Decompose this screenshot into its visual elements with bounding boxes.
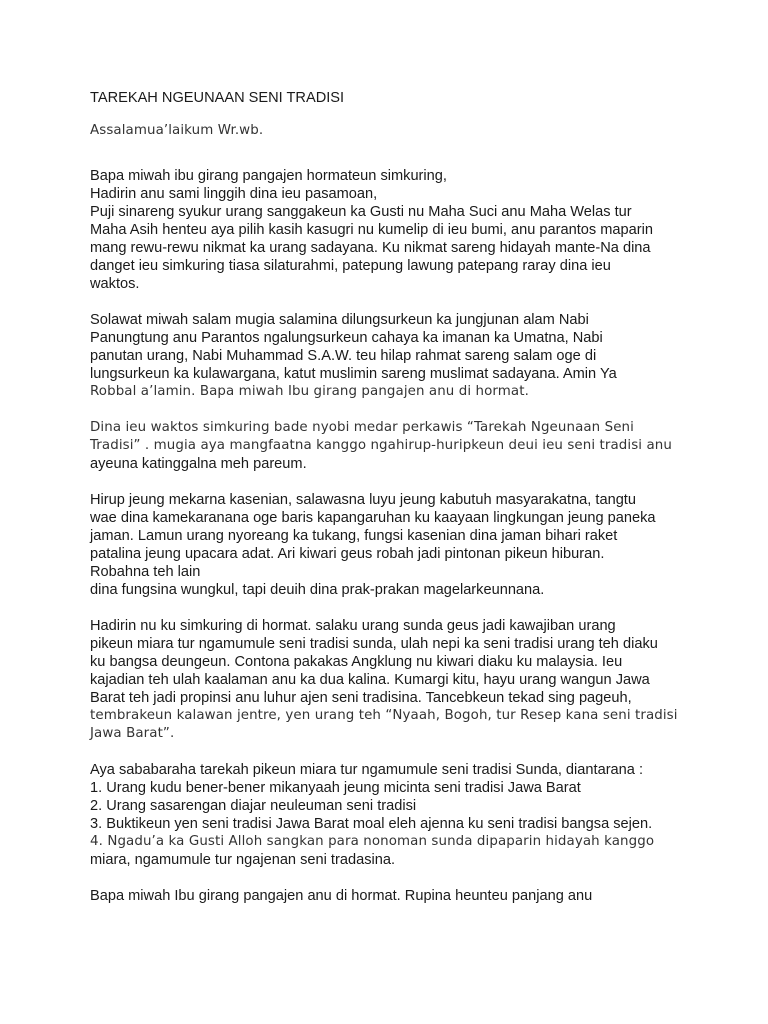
text-line: panutan urang, Nabi Muhammad S.A.W. teu hilap rahmat sareng salam oge di: [90, 348, 597, 364]
paragraphs: [90, 167, 680, 905]
paragraph: [90, 419, 680, 473]
text-line: Dina ieu waktos simkuring bade nyobi medar perkawis “Tarekah Ngeunaan Seni: [90, 420, 634, 435]
text-line: lungsurkeun ka kulawargana, katut muslimin sareng muslimat sadayana. Amin Ya: [90, 366, 617, 382]
text-line: Puji sinareng syukur urang sanggakeun ka Gusti nu Maha Suci anu Maha Welas tur: [90, 204, 632, 220]
paragraph-gap: [90, 743, 680, 761]
paragraph: [90, 491, 680, 599]
paragraph-gap: [90, 599, 680, 617]
paragraph: [90, 617, 680, 743]
text-line: waktos.: [90, 276, 140, 292]
text-line: 1. Urang kudu bener-bener mikanyaah jeung micinta seni tradisi Jawa Barat: [90, 780, 581, 796]
text-line: mang rewu-rewu nikmat ka urang sadayana. Ku nikmat sareng hidayah mante-Na dina: [90, 240, 651, 256]
paragraph-gap: [90, 293, 680, 311]
text-line: Maha Asih henteu aya pilih kasih kasugri nu kumelip di ieu bumi, anu parantos maparin: [90, 222, 653, 238]
text-line: patalina jeung upacara adat. Ari kiwari geus robah jadi pintonan pikeun hiburan.: [90, 546, 605, 562]
text-line: Aya sababaraha tarekah pikeun miara tur ngamumule seni tradisi Sunda, diantarana :: [90, 762, 644, 778]
text-line: ku bangsa deungeun. Contona pakakas Angklung nu kiwari diaku ku malaysia. Ieu: [90, 654, 623, 670]
text-line: 3. Buktikeun yen seni tradisi Jawa Barat moal eleh ajenna ku seni tradisi bangsa sejen.: [90, 816, 653, 832]
paragraph: [90, 887, 680, 905]
text-line: Robahna teh lain: [90, 564, 201, 580]
text-line: wae dina kamekaranana oge baris kapangaruhan ku kaayaan lingkungan jeung paneka: [90, 510, 656, 526]
text-line: Panungtung anu Parantos ngalungsurkeun cahaya ka imanan ka Umatna, Nabi: [90, 330, 603, 346]
text-line: Bapa miwah Ibu girang pangajen anu di hormat. Rupina heunteu panjang anu: [90, 888, 593, 904]
text-line: Jawa Barat”.: [90, 726, 175, 741]
text-line: dina fungsina wungkul, tapi deuih dina prak-prakan magelarkeunnana.: [90, 582, 545, 598]
text-line: Hirup jeung mekarna kasenian, salawasna luyu jeung kabutuh masyarakatna, tangtu: [90, 492, 636, 508]
text-line: 4. Ngadu’a ka Gusti Alloh sangkan para nonoman sunda dipaparin hidayah kanggo: [90, 834, 655, 849]
text-line: Hadirin nu ku simkuring di hormat. salaku urang sunda geus jadi kawajiban urang: [90, 618, 616, 634]
greeting: Assalamua’laikum Wr.wb.: [90, 123, 264, 138]
paragraph-gap: [90, 869, 680, 887]
text-line: kajadian teh ulah kaalaman anu ka dua kalina. Kumargi kitu, hayu urang wangun Jawa: [90, 672, 650, 688]
text-line: Robbal a’lamin. Bapa miwah Ibu girang pangajen anu di hormat.: [90, 384, 529, 399]
text-line: tembrakeun kalawan jentre, yen urang teh “Nyaah, Bogoh, tur Resep kana seni tradisi: [90, 708, 678, 723]
text-line: Barat teh jadi propinsi anu luhur ajen seni tradisina. Tancebkeun tekad sing pageuh,: [90, 690, 632, 706]
text-line: Hadirin anu sami linggih dina ieu pasamoan,: [90, 186, 378, 202]
document-body: [90, 89, 680, 905]
text-line: danget ieu simkuring tiasa silaturahmi, patepung lawung patepang raray dina ieu: [90, 258, 611, 274]
document-title: TAREKAH NGEUNAAN SENI TRADISI: [90, 90, 345, 106]
text-line: 2. Urang sasarengan diajar neuleuman seni tradisi: [90, 798, 417, 814]
text-line: pikeun miara tur ngamumule seni tradisi sunda, ulah nepi ka seni tradisi urang teh diaku: [90, 636, 658, 652]
paragraph-gap: [90, 401, 680, 419]
paragraph: [90, 761, 680, 869]
text-line: ayeuna katinggalna meh pareum.: [90, 456, 307, 472]
paragraph: [90, 167, 680, 293]
text-line: miara, ngamumule tur ngajenan seni tradasina.: [90, 852, 396, 868]
text-line: Solawat miwah salam mugia salamina dilungsurkeun ka jungjunan alam Nabi: [90, 312, 589, 328]
paragraph: [90, 311, 680, 401]
text-line: jaman. Lamun urang nyoreang ka tukang, fungsi kasenian dina jaman bihari raket: [90, 528, 618, 544]
text-line: Bapa miwah ibu girang pangajen hormateun simkuring,: [90, 168, 447, 184]
spacer: [90, 140, 680, 167]
paragraph-gap: [90, 473, 680, 491]
text-line: Tradisi” . mugia aya mangfaatna kanggo ngahirup-huripkeun deui ieu seni tradisi anu: [90, 438, 672, 453]
